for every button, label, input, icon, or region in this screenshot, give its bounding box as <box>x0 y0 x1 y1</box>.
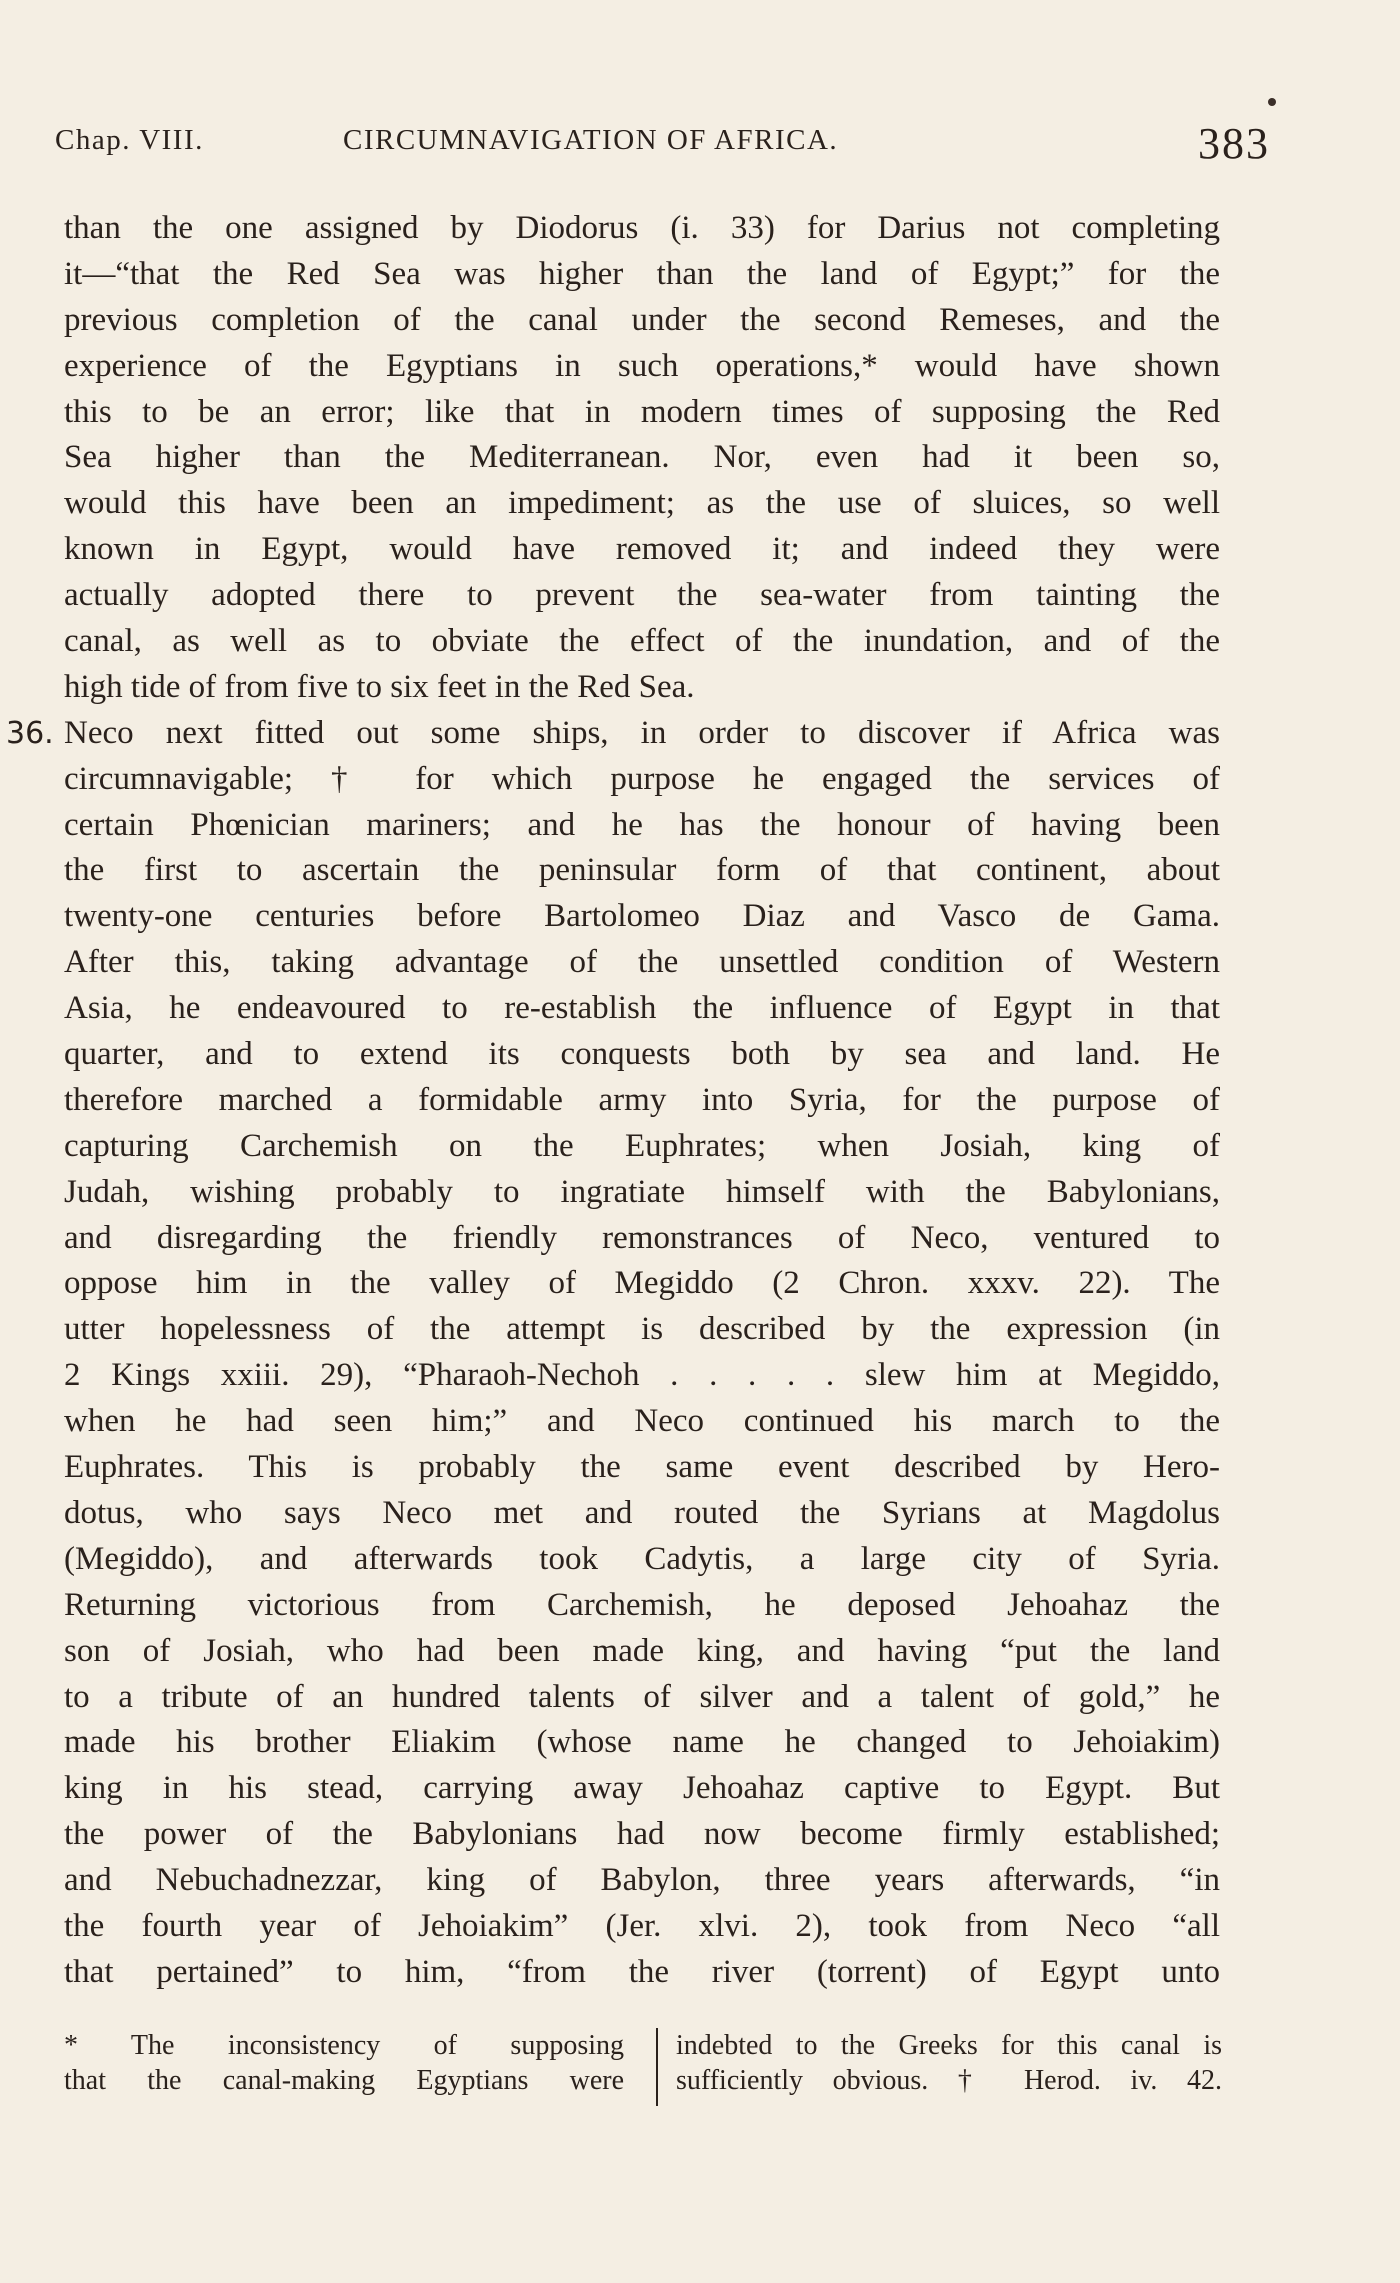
text-line: Judah, wishing probably to ingratiate himself with the Babylonians, <box>64 1173 1220 1210</box>
text-line: dotus, who says Neco met and routed the Syrians at Magdolus <box>64 1494 1220 1531</box>
text-line: and disregarding the friendly remonstrances of Neco, ventured to <box>64 1219 1220 1256</box>
text-line: therefore marched a formidable army into Syria, for the purpose of <box>64 1081 1220 1118</box>
footnote-column-right <box>676 2028 1222 2098</box>
section-number: 36. <box>6 715 54 751</box>
text-line: Asia, he endeavoured to re-establish the influence of Egypt in that <box>64 990 1220 1027</box>
text-line: Returning victorious from Carchemish, he deposed Jehoahaz the <box>64 1586 1220 1623</box>
text-line: twenty-one centuries before Bartolomeo Diaz and Vasco de Gama. <box>64 898 1220 935</box>
text-line: the first to ascertain the peninsular form of that continent, about <box>64 852 1220 889</box>
text-line: would this have been an impediment; as the use of sluices, so well <box>64 485 1220 522</box>
text-line: 2 Kings xxiii. 29), “Pharaoh-Nechoh . . . . . slew him at Megiddo, <box>64 1357 1220 1394</box>
text-line: than the one assigned by Diodorus (i. 33) for Darius not completing <box>64 210 1220 246</box>
text-line: certain Phœnician mariners; and he has the honour of having been <box>64 806 1220 843</box>
text-line: the power of the Babylonians had now become firmly established; <box>64 1816 1220 1853</box>
text-line: utter hopelessness of the attempt is described by the expression (in <box>64 1311 1220 1348</box>
text-line: son of Josiah, who had been made king, and having “put the land <box>64 1632 1220 1669</box>
running-header <box>55 118 1270 168</box>
body-text <box>6 206 1220 1996</box>
text-line: high tide of from five to six feet in the Red Sea. <box>64 668 695 705</box>
footnote-line: that the canal-making Egyptians were <box>64 2065 624 2096</box>
text-line: to a tribute of an hundred talents of silver and a talent of gold,” he <box>64 1678 1220 1715</box>
page-number: 383 <box>1198 119 1270 168</box>
text-line: made his brother Eliakim (whose name he changed to Jehoiakim) <box>64 1724 1220 1761</box>
running-title: CIRCUMNAVIGATION OF AFRICA. <box>343 124 839 156</box>
text-line: capturing Carchemish on the Euphrates; when Josiah, king of <box>64 1127 1220 1164</box>
text-line: it—“that the Red Sea was higher than the land of Egypt;” for the <box>64 255 1220 292</box>
chapter-label: Chap. VIII. <box>55 124 204 156</box>
text-line: this to be an error; like that in modern times of supposing the Red <box>64 393 1220 430</box>
text-line: Euphrates. This is probably the same event described by Hero- <box>64 1449 1220 1486</box>
text-line: oppose him in the valley of Megiddo (2 Chron. xxxv. 22). The <box>64 1265 1220 1302</box>
text-line: (Megiddo), and afterwards took Cadytis, a large city of Syria. <box>64 1540 1220 1577</box>
text-line: and Nebuchadnezzar, king of Babylon, three years afterwards, “in <box>64 1862 1220 1899</box>
text-line: experience of the Egyptians in such operations,* would have shown <box>64 347 1220 384</box>
footnote-line: indebted to the Greeks for this canal is <box>676 2030 1222 2061</box>
footnote-divider <box>656 2028 658 2106</box>
text-line: After this, taking advantage of the unsettled condition of Western <box>64 944 1220 981</box>
text-line: quarter, and to extend its conquests both by sea and land. He <box>64 1036 1220 1073</box>
ink-speck <box>1268 98 1276 106</box>
text-line: king in his stead, carrying away Jehoahaz captive to Egypt. But <box>64 1770 1220 1807</box>
footnote-column-left <box>64 2028 624 2098</box>
text-line: known in Egypt, would have removed it; and indeed they were <box>64 531 1220 568</box>
text-line: that pertained” to him, “from the river (torrent) of Egypt unto <box>64 1953 1220 1990</box>
text-line: actually adopted there to prevent the sea-water from tainting the <box>64 577 1220 614</box>
text-line: circumnavigable; † for which purpose he engaged the services of <box>64 760 1220 797</box>
text-line: previous completion of the canal under the second Remeses, and the <box>64 301 1220 338</box>
footnote-line: sufficiently obvious. † Herod. iv. 42. <box>676 2065 1222 2096</box>
text-line: canal, as well as to obviate the effect of the inundation, and of the <box>64 623 1220 660</box>
text-line: when he had seen him;” and Neco continued his march to the <box>64 1403 1220 1440</box>
text-line <box>6 711 1220 757</box>
text-line: Sea higher than the Mediterranean. Nor, even had it been so, <box>64 439 1220 476</box>
text-line-content: Neco next fitted out some ships, in order to discover if Africa was <box>64 714 1220 751</box>
footnote-line: * The inconsistency of supposing <box>64 2030 624 2061</box>
text-line: the fourth year of Jehoiakim” (Jer. xlvi. 2), took from Neco “all <box>64 1907 1220 1944</box>
